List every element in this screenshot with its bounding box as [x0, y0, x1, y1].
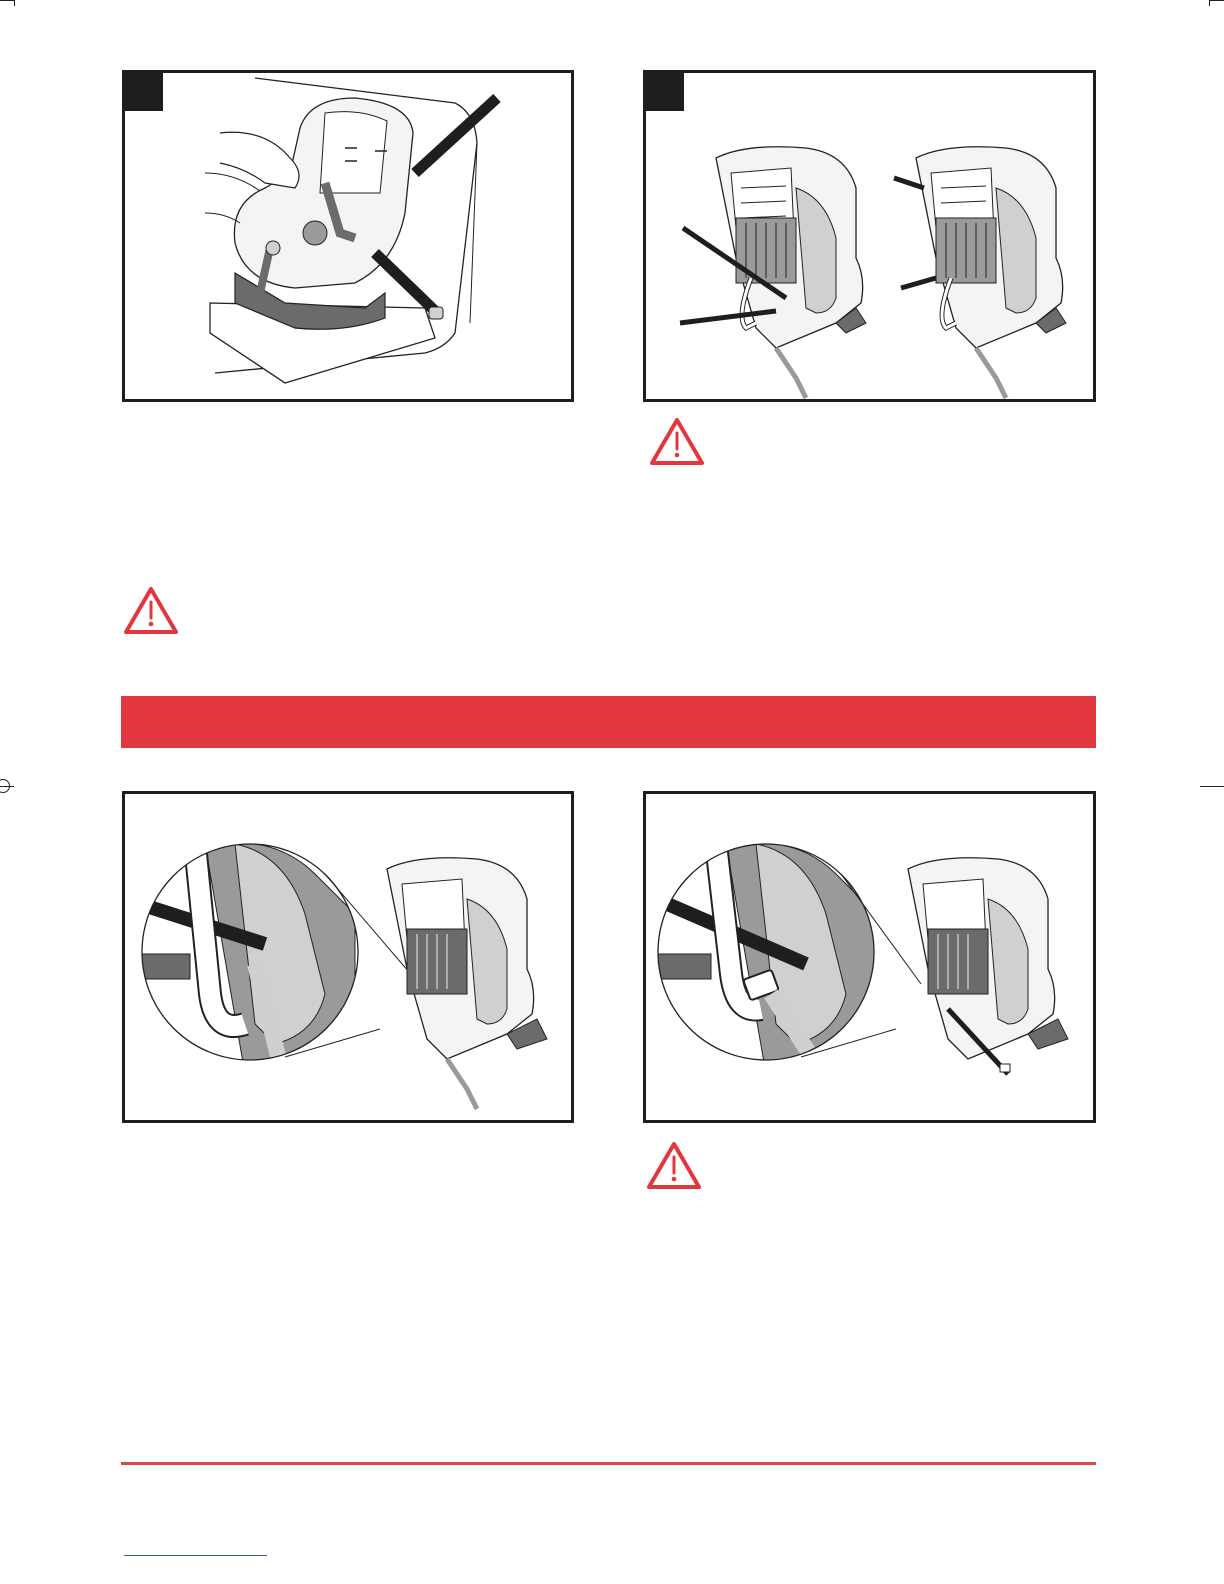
figure-panel-top-left [122, 70, 574, 402]
crop-mark-left-h [0, 786, 14, 787]
crop-mark-top-left [0, 0, 14, 1]
warning-triangle-icon [645, 1140, 703, 1192]
footer-link-underline [124, 1555, 267, 1556]
seat-rear-view-left [716, 147, 866, 398]
belt-guide-detail-illustration [125, 794, 571, 1120]
car-seat-illustration [125, 73, 571, 399]
figure-panel-bottom-right [643, 791, 1096, 1123]
footer-rule [121, 1462, 1096, 1465]
section-header-band [121, 696, 1096, 748]
seat-rear-view-right [916, 147, 1066, 398]
seat-rear-view [387, 858, 547, 1109]
warning-triangle-icon [122, 585, 180, 637]
crop-mark-right-h [1200, 786, 1224, 787]
crop-mark-top-left-v [14, 0, 15, 6]
seat-rear-view [908, 858, 1068, 1074]
figure-panel-top-right [643, 70, 1096, 402]
car-seat-rear-view-illustration [646, 73, 1093, 399]
crop-mark-top-right-v [1209, 0, 1210, 6]
crop-mark-top-right [1210, 0, 1224, 1]
warning-triangle-icon [648, 416, 706, 468]
belt-buckle-detail-illustration [646, 794, 1093, 1120]
figure-panel-bottom-left [122, 791, 574, 1123]
